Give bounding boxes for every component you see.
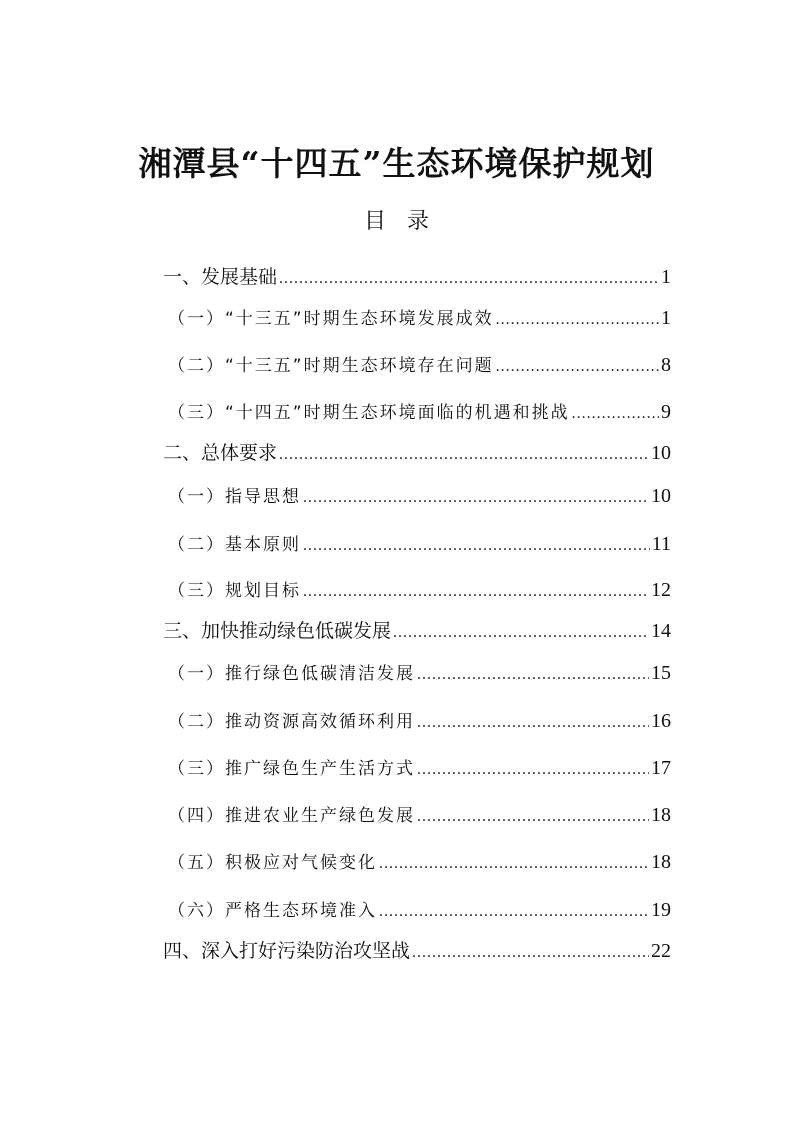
toc-entry-2[interactable] xyxy=(163,438,671,468)
toc-dot-leader xyxy=(303,577,649,607)
toc-page-number: 19 xyxy=(651,899,671,921)
toc-entry-1[interactable] xyxy=(163,262,671,292)
toc-page-number: 8 xyxy=(661,354,671,376)
toc-entry-3[interactable] xyxy=(163,616,671,646)
toc-entry-1-2[interactable] xyxy=(168,350,671,380)
toc-page-number: 11 xyxy=(651,533,671,555)
toc-entry-label: 四、深入打好污染防治攻坚战 xyxy=(163,940,411,962)
toc-page-number: 18 xyxy=(651,851,671,873)
toc-dot-leader xyxy=(379,849,649,879)
toc-page-number: 1 xyxy=(661,307,671,329)
toc-entry-label: （五）积极应对气候变化 xyxy=(168,853,377,873)
toc-entry-label: （一）推行绿色低碳清洁发展 xyxy=(168,664,415,684)
toc-dot-leader xyxy=(417,708,649,738)
toc-entry-2-1[interactable] xyxy=(168,481,671,511)
toc-page-number: 9 xyxy=(661,401,671,423)
toc-page-number: 10 xyxy=(651,485,671,507)
toc-page-number: 18 xyxy=(651,804,671,826)
toc-entry-3-4[interactable] xyxy=(168,800,671,830)
toc-page-number: 10 xyxy=(651,442,671,464)
toc-entry-label: （二）“十三五”时期生态环境存在问题 xyxy=(168,356,494,376)
toc-dot-leader xyxy=(279,264,659,294)
toc-entry-label: 一、发展基础 xyxy=(163,266,278,288)
toc-dot-leader xyxy=(379,897,649,927)
toc-entry-label: （四）推进农业生产绿色发展 xyxy=(168,806,415,826)
toc-entry-1-1[interactable] xyxy=(168,303,671,333)
toc-page-number: 14 xyxy=(651,620,671,642)
toc-entry-3-2[interactable] xyxy=(168,706,671,736)
toc-dot-leader xyxy=(496,305,659,335)
toc-dot-leader xyxy=(572,399,659,429)
toc-entry-label: （一）“十三五”时期生态环境发展成效 xyxy=(168,309,494,329)
toc-page-number: 15 xyxy=(651,662,671,684)
toc-entry-label: （三）“十四五”时期生态环境面临的机遇和挑战 xyxy=(168,403,570,423)
toc-page-number: 17 xyxy=(651,757,671,779)
toc-page-number: 22 xyxy=(651,940,671,962)
toc-entry-label: 三、加快推动绿色低碳发展 xyxy=(163,620,392,642)
toc-entry-label: （三）推广绿色生产生活方式 xyxy=(168,759,415,779)
toc-entry-4[interactable] xyxy=(163,936,671,966)
toc-entry-2-2[interactable] xyxy=(168,529,671,559)
toc-dot-leader xyxy=(417,660,649,690)
toc-page-number: 1 xyxy=(661,266,671,288)
toc-entry-3-1[interactable] xyxy=(168,658,671,688)
toc-entry-2-3[interactable] xyxy=(168,575,671,605)
toc-page-number: 12 xyxy=(651,579,671,601)
toc-dot-leader xyxy=(303,531,650,561)
toc-dot-leader xyxy=(279,440,649,470)
toc-entry-3-3[interactable] xyxy=(168,753,671,783)
toc-page-number: 16 xyxy=(651,710,671,732)
toc-heading: 目 录 xyxy=(364,209,429,234)
toc-dot-leader xyxy=(412,938,649,968)
toc-dot-leader xyxy=(417,755,649,785)
toc-dot-leader xyxy=(496,352,659,382)
document-title: 湘潭县“十四五”生态环境保护规划 xyxy=(138,144,655,183)
toc-entry-label: （六）严格生态环境准入 xyxy=(168,901,377,921)
toc-dot-leader xyxy=(393,618,649,648)
toc-entry-label: （一）指导思想 xyxy=(168,487,301,507)
toc-dot-leader xyxy=(417,802,649,832)
toc-dot-leader xyxy=(303,483,649,513)
toc-entry-1-3[interactable] xyxy=(168,397,671,427)
toc-entry-3-5[interactable] xyxy=(168,847,671,877)
toc-entry-label: （三）规划目标 xyxy=(168,581,301,601)
toc-entry-label: （二）基本原则 xyxy=(168,535,301,555)
toc-entry-label: （二）推动资源高效循环利用 xyxy=(168,712,415,732)
toc-entry-label: 二、总体要求 xyxy=(163,442,278,464)
toc-entry-3-6[interactable] xyxy=(168,895,671,925)
